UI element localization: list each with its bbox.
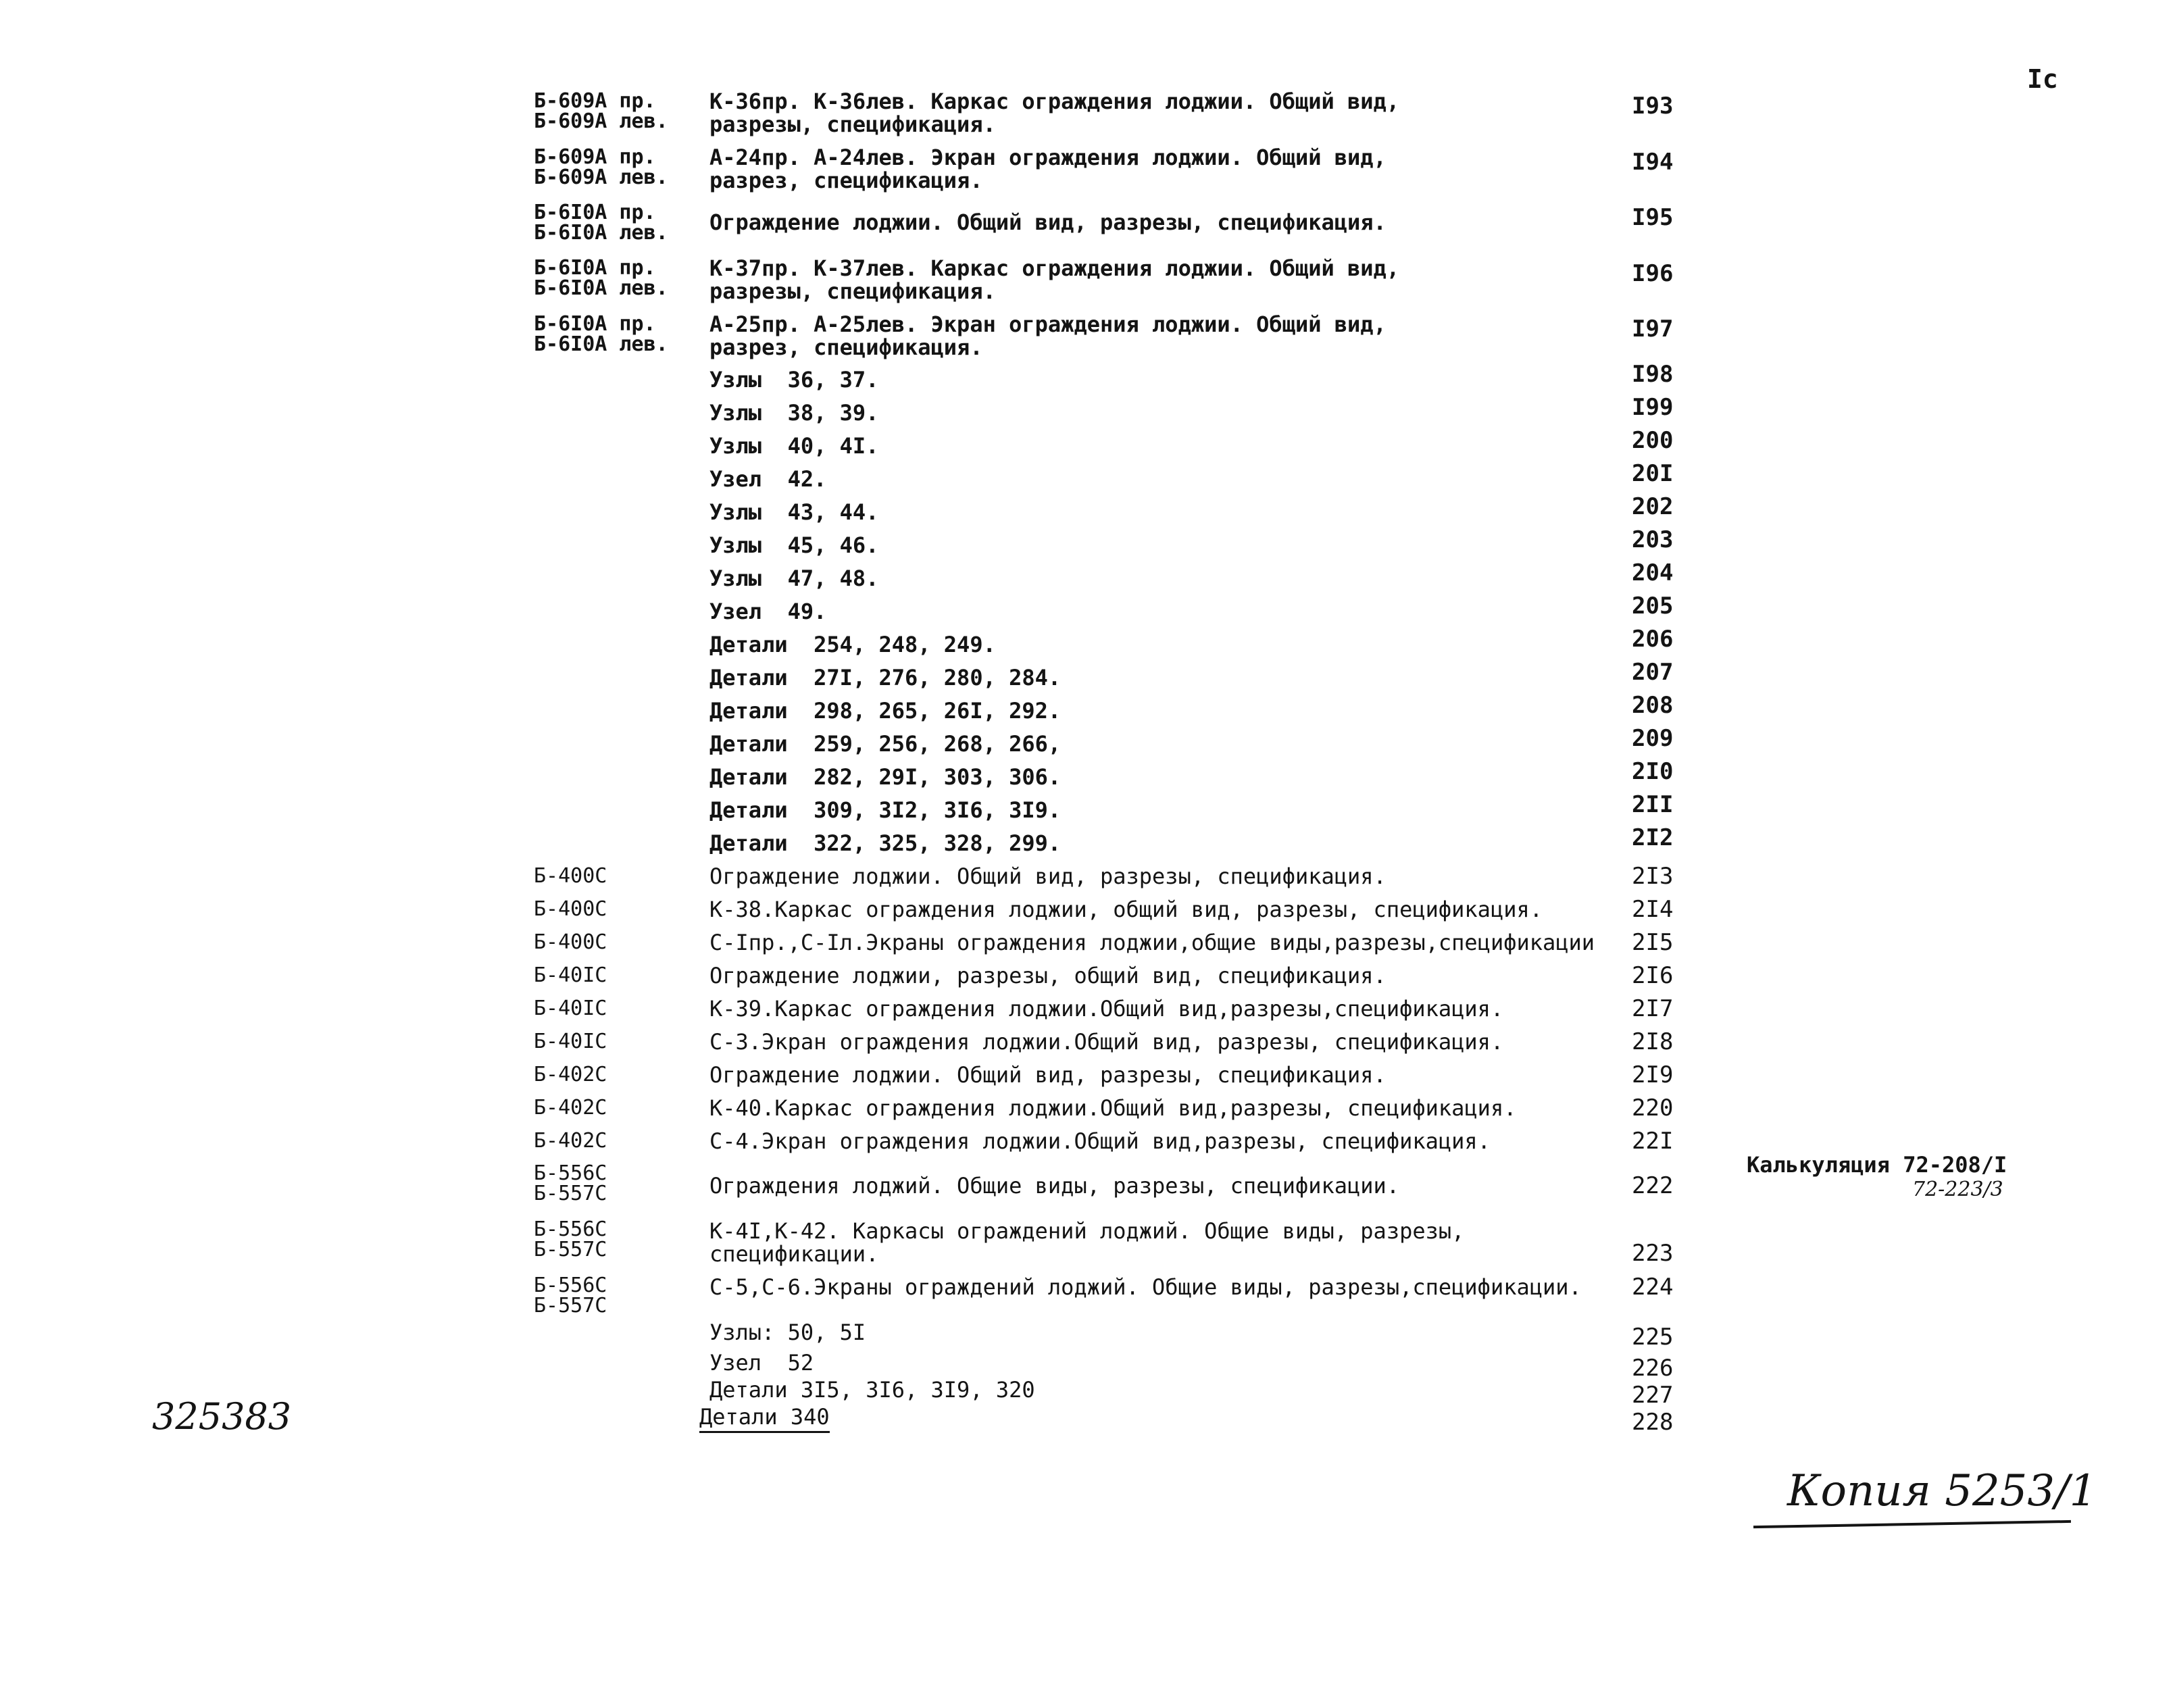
entry-description: Детали 254, 248, 249. xyxy=(709,632,996,657)
entry-page: I96 xyxy=(1632,260,1674,287)
entry-description: К-36пр. К-36лев. Каркас ограждения лоджии. Общий вид, разрезы, спецификация. xyxy=(709,89,1400,137)
entry-page: 2I3 xyxy=(1632,863,1674,890)
entry-page: 22I xyxy=(1632,1128,1674,1155)
entry-description: Ограждения лоджий. Общие виды, разрезы, спецификации. xyxy=(709,1173,1400,1199)
entry-page: 2I4 xyxy=(1632,896,1674,923)
entry-page: 209 xyxy=(1632,725,1674,752)
entry-description: Детали 27I, 276, 280, 284. xyxy=(709,665,1061,690)
entry-description: Узлы 45, 46. xyxy=(709,532,879,558)
entry-code: Б-6I0А пр. Б-6I0А лев. xyxy=(534,256,668,300)
entry-description: Узел 49. xyxy=(709,599,827,624)
entry-description: Узлы 38, 39. xyxy=(709,400,879,426)
entry-page: 225 xyxy=(1632,1324,1674,1351)
entry-page: 208 xyxy=(1632,692,1674,719)
entry-page: I93 xyxy=(1632,93,1674,120)
entry-page: 2I5 xyxy=(1632,929,1674,956)
entry-code: Б-40IС xyxy=(534,1030,607,1053)
entry-description: А-25пр. А-25лев. Экран ограждения лоджии. Общий вид, разрез, спецификация. xyxy=(709,311,1387,360)
entry-description-underlined xyxy=(699,1405,830,1428)
entry-code: Б-402С xyxy=(534,1063,607,1086)
entry-page: 203 xyxy=(1632,526,1674,553)
entry-description: Узлы 47, 48. xyxy=(709,566,879,591)
entry-code: Б-609А пр. Б-609А лев. xyxy=(534,145,668,189)
entry-code: Б-402С xyxy=(534,1096,607,1120)
entry-page: 2I8 xyxy=(1632,1028,1674,1055)
entry-code: Б-40IС xyxy=(534,997,607,1020)
entry-code: Б-6I0А пр. Б-6I0А лев. xyxy=(534,201,668,245)
entry-code: Б-40IС xyxy=(534,963,607,987)
entry-code: Б-556С Б-557С xyxy=(534,1217,607,1261)
handwritten-inventory-number: 325383 xyxy=(152,1395,292,1438)
entry-description: С-5,С-6.Экраны ограждений лоджий. Общие виды, разрезы,спецификации. xyxy=(709,1274,1582,1300)
entry-page: 2I7 xyxy=(1632,995,1674,1022)
entry-page: 2I9 xyxy=(1632,1061,1674,1088)
entry-description: Детали 322, 325, 328, 299. xyxy=(709,830,1061,856)
entry-description: Ограждение лоджии, разрезы, общий вид, спецификация. xyxy=(709,963,1387,988)
entry-page: 206 xyxy=(1632,626,1674,653)
entry-page: 200 xyxy=(1632,427,1674,454)
entry-description: Узлы 36, 37. xyxy=(709,367,879,393)
entry-page: 226 xyxy=(1632,1355,1674,1382)
entry-description: Детали 340 xyxy=(699,1404,830,1433)
entry-description: Узел 52 xyxy=(709,1350,814,1376)
entry-description: Детали 309, 3I2, 3I6, 3I9. xyxy=(709,797,1061,823)
entry-description: Ограждение лоджии. Общий вид, разрезы, спецификация. xyxy=(709,863,1387,889)
entry-description: Узлы 40, 4I. xyxy=(709,433,879,459)
entry-description: К-38.Каркас ограждения лоджии, общий вид, разрезы, спецификация. xyxy=(709,897,1543,922)
entry-code: Б-609А пр. Б-609А лев. xyxy=(534,89,668,133)
entry-page: 205 xyxy=(1632,593,1674,620)
entry-page: 224 xyxy=(1632,1274,1674,1301)
entry-page: 227 xyxy=(1632,1382,1674,1409)
entry-description: К-37пр. К-37лев. Каркас ограждения лоджии. Общий вид, разрезы, спецификация. xyxy=(709,255,1400,304)
entry-page: 202 xyxy=(1632,493,1674,520)
entry-code: Б-400С xyxy=(534,897,607,921)
entry-description: Детали 298, 265, 26I, 292. xyxy=(709,698,1061,724)
entry-description: К-39.Каркас ограждения лоджии.Общий вид,разрезы,спецификация. xyxy=(709,996,1504,1022)
entry-page: 207 xyxy=(1632,659,1674,686)
handwritten-copy-mark: Копия 5253/1 xyxy=(1787,1466,2097,1516)
entry-page: 2I6 xyxy=(1632,962,1674,989)
entry-description: А-24пр. А-24лев. Экран ограждения лоджии. Общий вид, разрез, спецификация. xyxy=(709,145,1387,193)
entry-description: Детали 259, 256, 268, 266, xyxy=(709,731,1061,757)
entry-code: Б-400С xyxy=(534,930,607,954)
entry-page: I95 xyxy=(1632,204,1674,231)
entry-code: Б-402С xyxy=(534,1129,607,1153)
copy-mark-underline xyxy=(1753,1520,2071,1528)
entry-page: 220 xyxy=(1632,1095,1674,1122)
entry-code: Б-400С xyxy=(534,864,607,888)
entry-page: I94 xyxy=(1632,149,1674,176)
entry-page: 2I0 xyxy=(1632,758,1674,785)
entry-page: 2I2 xyxy=(1632,824,1674,851)
entry-page: 204 xyxy=(1632,559,1674,586)
calculation-reference: Калькуляция 72-208/I xyxy=(1747,1152,2007,1178)
entry-page: 223 xyxy=(1632,1240,1674,1267)
sheet-corner-mark: Ic xyxy=(2027,64,2058,94)
entry-description: С-3.Экран ограждения лоджии.Общий вид, разрезы, спецификация. xyxy=(709,1029,1504,1055)
entry-description: К-4I,К-42. Каркасы ограждений лоджий. Общие виды, разрезы, спецификации. xyxy=(709,1218,1465,1267)
entry-code: Б-556С Б-557С xyxy=(534,1161,607,1205)
entry-description: С-Iпр.,С-Iл.Экраны ограждения лоджии,общие виды,разрезы,спецификации xyxy=(709,930,1595,955)
calculation-reference-handwritten: 72-223/3 xyxy=(1912,1178,2003,1201)
entry-page: I97 xyxy=(1632,316,1674,343)
entry-description: С-4.Экран ограждения лоджии.Общий вид,разрезы, спецификация. xyxy=(709,1128,1491,1154)
entry-code: Б-556С Б-557С xyxy=(534,1274,607,1317)
entry-description: Узлы 43, 44. xyxy=(709,499,879,525)
entry-page: 2II xyxy=(1632,791,1674,818)
entry-description: Ограждение лоджии. Общий вид, разрезы, спецификация. xyxy=(709,209,1387,235)
entry-page: 20I xyxy=(1632,460,1674,487)
entry-description: Узлы: 50, 5I xyxy=(709,1320,866,1345)
entry-description: Детали 282, 29I, 303, 306. xyxy=(709,764,1061,790)
entry-description: Детали 3I5, 3I6, 3I9, 320 xyxy=(709,1377,1035,1403)
entry-description: К-40.Каркас ограждения лоджии.Общий вид,разрезы, спецификация. xyxy=(709,1095,1517,1121)
entry-description: Ограждение лоджии. Общий вид, разрезы, спецификация. xyxy=(709,1062,1387,1088)
entry-description: Узел 42. xyxy=(709,466,827,492)
entry-code: Б-6I0А пр. Б-6I0А лев. xyxy=(534,312,668,356)
entry-page: I98 xyxy=(1632,361,1674,388)
entry-page: 222 xyxy=(1632,1172,1674,1199)
entry-page: I99 xyxy=(1632,394,1674,421)
entry-page: 228 xyxy=(1632,1409,1674,1436)
